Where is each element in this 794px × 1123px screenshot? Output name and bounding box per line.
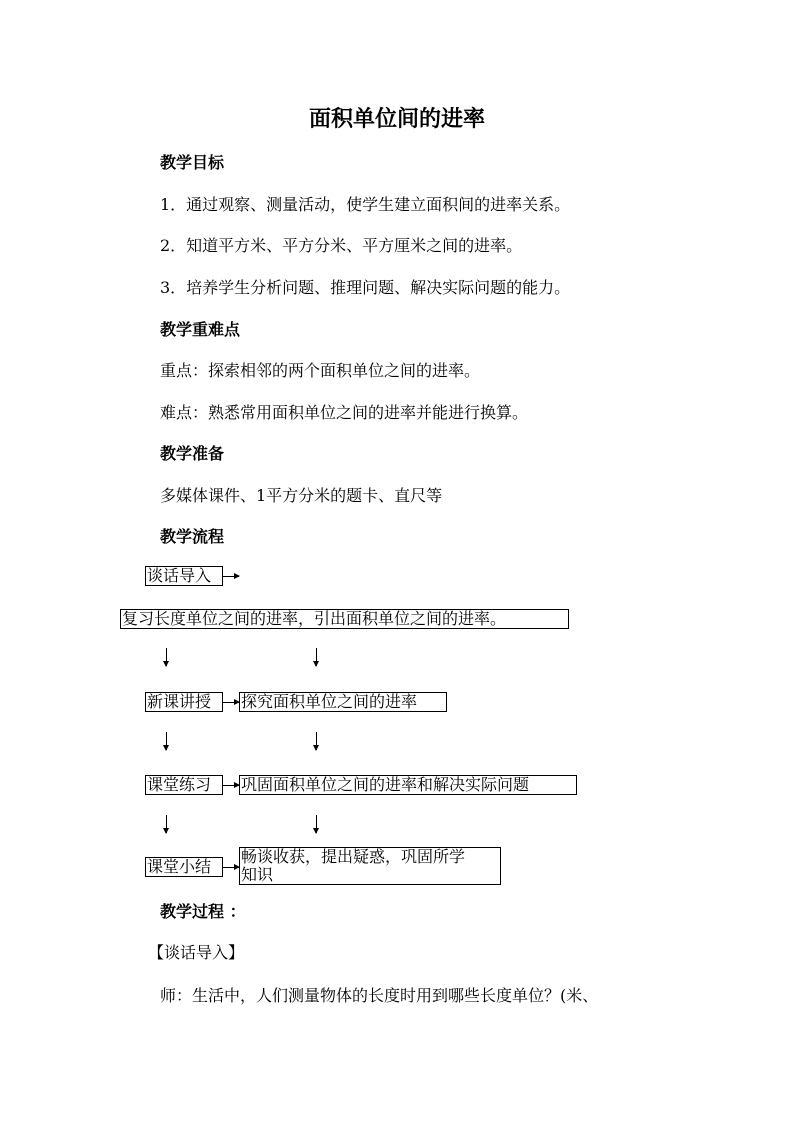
- flow-step1-desc: 复习长度单位之间的进率，引出面积单位之间的进率。: [120, 609, 569, 629]
- flow-arrow-down-3a: [166, 815, 167, 833]
- intro-text: 师：生活中，人们测量物体的长度时用到哪些长度单位？(米、: [160, 986, 599, 1005]
- flow-arrow-right-3: [223, 785, 239, 786]
- prep-text: 多媒体课件、1平方分米的题卡、直尺等: [160, 486, 443, 505]
- flow-step3-label: 课堂练习: [145, 775, 223, 795]
- flow-step4-desc-line1: 畅谈收获，提出疑惑，巩固所学: [241, 847, 466, 866]
- intro-tag: 【谈话导入】: [148, 943, 245, 962]
- flow-arrow-down-3b: [316, 815, 317, 833]
- prep-heading: 教学准备: [160, 444, 225, 463]
- flow-arrow-down-1b: [316, 648, 317, 666]
- document-title: 面积单位间的进率: [308, 106, 485, 132]
- goal-3: 3．培养学生分析问题、推理问题、解决实际问题的能力。: [160, 278, 571, 297]
- flow-arrow-down-1a: [166, 648, 167, 666]
- flow-arrow-right-1: [223, 576, 239, 577]
- flow-arrow-right-4: [223, 867, 239, 868]
- flow-step4-desc: [239, 847, 501, 885]
- goals-heading: 教学目标: [160, 153, 225, 172]
- flow-heading: 教学流程: [160, 527, 225, 546]
- flow-arrow-down-2a: [166, 732, 167, 750]
- key-heading: 教学重难点: [160, 320, 241, 339]
- flow-step3-desc: 巩固面积单位之间的进率和解决实际问题: [239, 775, 577, 795]
- flow-step4-label: 课堂小结: [145, 857, 223, 877]
- key-point: 重点：探索相邻的两个面积单位之间的进率。: [160, 361, 481, 380]
- difficult-point: 难点：熟悉常用面积单位之间的进率并能进行换算。: [160, 403, 529, 422]
- flow-step4-desc-line2: 知识: [241, 865, 274, 884]
- flow-step2-desc: 探究面积单位之间的进率: [239, 692, 447, 712]
- flow-arrow-down-2b: [316, 732, 317, 750]
- goal-1: 1．通过观察、测量活动，使学生建立面积间的进率关系。: [160, 195, 571, 214]
- flow-arrow-right-2: [223, 702, 239, 703]
- flow-step2-label: 新课讲授: [145, 692, 223, 712]
- flow-step1-label: 谈话导入: [145, 566, 223, 586]
- process-heading: 教学过程 ：: [160, 902, 246, 921]
- goal-2: 2．知道平方米、平方分米、平方厘米之间的进率。: [160, 236, 523, 255]
